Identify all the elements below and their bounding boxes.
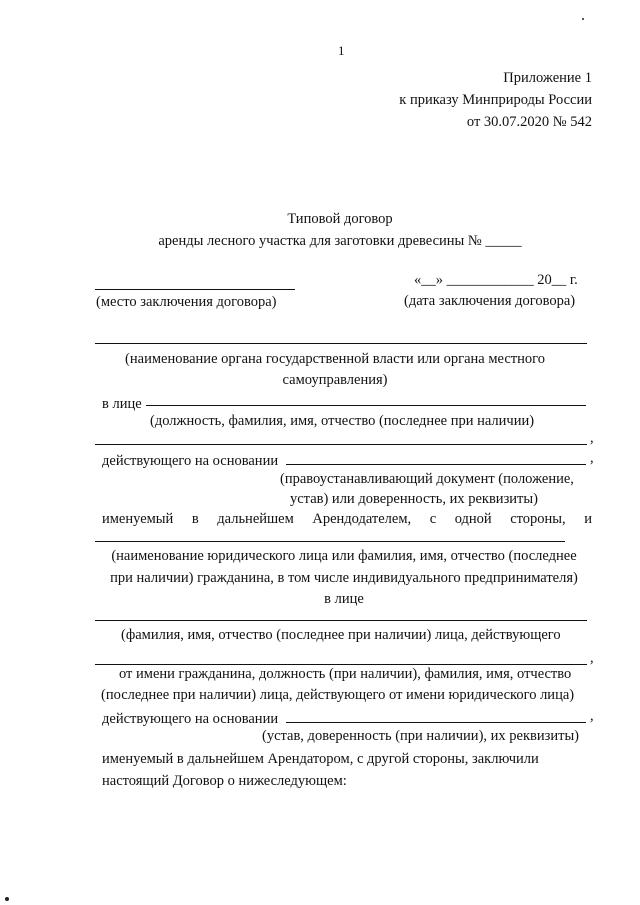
lessee-person-blank-line-2 xyxy=(95,664,587,665)
lessor-basis-caption-1: (правоустанавливающий документ (положение, xyxy=(280,471,574,487)
lessor-named-line xyxy=(102,512,592,527)
lessee-basis-blank-line xyxy=(286,722,586,723)
order-reference: к приказу Минприроды России xyxy=(399,92,592,108)
lessor-basis-blank-line xyxy=(286,464,586,465)
lessor-person-blank-line-2 xyxy=(95,444,587,445)
named-word: и xyxy=(584,511,592,527)
lessor-org-caption-1: (наименование органа государственной власти или органа местного xyxy=(125,351,545,367)
lessor-comma-2: , xyxy=(590,450,594,466)
document-subtitle: аренды лесного участка для заготовки древесины № _____ xyxy=(158,233,522,249)
lessee-person-caption-1: (фамилия, имя, отчество (последнее при наличии) лица, действующего xyxy=(121,627,561,643)
scan-speck xyxy=(5,897,9,901)
lessor-person-caption: (должность, фамилия, имя, отчество (последнее при наличии) xyxy=(150,413,535,429)
place-caption: (место заключения договора) xyxy=(96,294,277,310)
named-word: стороны, xyxy=(510,511,566,527)
lessee-entity-caption-1: (наименование юридического лица или фамилия, имя, отчество (последнее xyxy=(111,548,577,564)
lessee-in-person-label: в лице xyxy=(324,591,364,607)
document-title: Типовой договор xyxy=(287,211,393,227)
date-caption: (дата заключения договора) xyxy=(404,293,576,309)
lessee-person-caption-2: от имени гражданина, должность (при наличии), фамилия, имя, отчество xyxy=(119,666,572,682)
scan-speck xyxy=(582,18,584,20)
lessee-comma-2: , xyxy=(590,708,594,724)
lessor-org-blank-line xyxy=(95,343,587,344)
lessee-named-line-1: именуемый в дальнейшем Арендатором, с другой стороны, заключили xyxy=(102,751,539,767)
lessor-org-caption-2: самоуправления) xyxy=(282,372,388,388)
date-blank: «__» ____________ 20__ г. xyxy=(414,272,578,288)
page-number: 1 xyxy=(338,43,345,58)
lessor-basis-label: действующего на основании xyxy=(102,453,279,469)
lessee-basis-label: действующего на основании xyxy=(102,711,279,727)
lessee-person-caption-3: (последнее при наличии) лица, действующего от имени юридического лица) xyxy=(101,687,575,703)
lessee-basis-caption: (устав, доверенность (при наличии), их реквизиты) xyxy=(262,728,580,744)
lessor-person-blank-line xyxy=(146,405,586,406)
place-blank-line xyxy=(95,289,295,290)
named-word: Арендодателем, xyxy=(312,511,412,527)
order-date-number: от 30.07.2020 № 542 xyxy=(466,114,592,130)
lessee-person-blank-line xyxy=(95,620,587,621)
lessee-comma-1: , xyxy=(590,650,594,666)
lessor-basis-caption-2: устав) или доверенность, их реквизиты) xyxy=(290,491,538,507)
named-word: одной xyxy=(454,511,492,527)
lessor-in-person-label: в лице xyxy=(102,396,142,412)
lessee-entity-blank-line xyxy=(95,541,565,542)
attachment-label: Приложение 1 xyxy=(503,70,592,86)
lessee-entity-caption-2: при наличии) гражданина, в том числе индивидуального предпринимателя) xyxy=(110,570,578,586)
named-word: именуемый xyxy=(102,511,174,527)
lessor-comma-1: , xyxy=(590,430,594,446)
named-word: в xyxy=(191,511,199,527)
lessee-named-line-2: настоящий Договор о нижеследующем: xyxy=(102,773,347,789)
named-word: дальнейшем xyxy=(217,511,294,527)
named-word: с xyxy=(429,511,437,527)
